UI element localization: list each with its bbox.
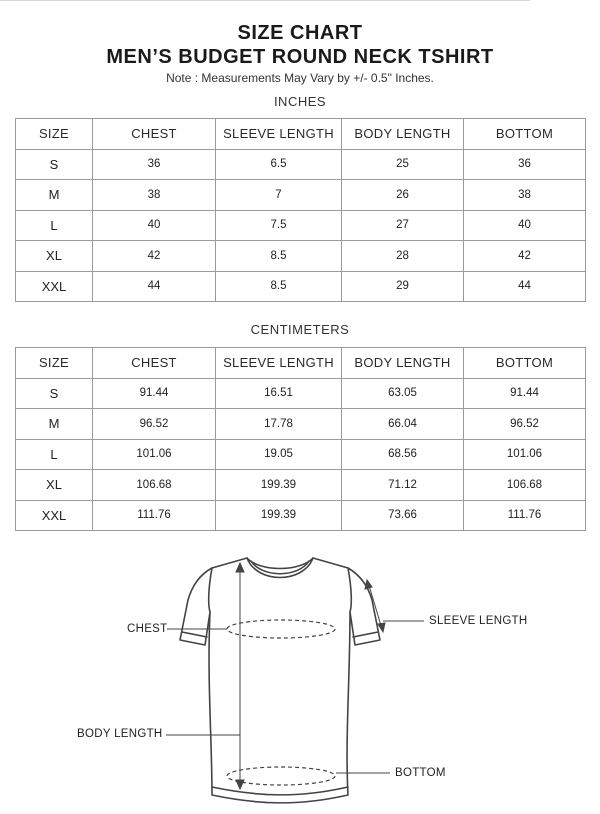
- table-cell: 106.68: [464, 470, 586, 501]
- table-cell: 66.04: [342, 409, 464, 440]
- column-header: SIZE: [16, 119, 93, 150]
- table-cell: 42: [464, 241, 586, 272]
- table-row: [16, 271, 586, 302]
- column-header: BOTTOM: [464, 348, 586, 379]
- table-cell: 44: [93, 271, 216, 302]
- table-row: [16, 409, 586, 440]
- page-title: SIZE CHART: [237, 22, 363, 44]
- table-cell: 68.56: [342, 439, 464, 470]
- table-cell: 40: [93, 210, 216, 241]
- table-cell: 199.39: [216, 500, 342, 531]
- column-header: SLEEVE LENGTH: [216, 348, 342, 379]
- table-cell: 101.06: [464, 439, 586, 470]
- column-header: SIZE: [16, 348, 93, 379]
- size-cell: S: [16, 149, 93, 180]
- size-cell: M: [16, 180, 93, 211]
- table-cell: 8.5: [216, 241, 342, 272]
- column-header: BOTTOM: [464, 119, 586, 150]
- table-header-row: [16, 348, 586, 379]
- column-header: SLEEVE LENGTH: [216, 119, 342, 150]
- table-cell: 44: [464, 271, 586, 302]
- column-header: BODY LENGTH: [342, 348, 464, 379]
- body-length-arrow: [236, 563, 244, 789]
- table-row: [16, 180, 586, 211]
- table-cell: 199.39: [216, 470, 342, 501]
- table-cell: 71.12: [342, 470, 464, 501]
- table-cell: 25: [342, 149, 464, 180]
- table-cell: 63.05: [342, 378, 464, 409]
- size-cell: XL: [16, 241, 93, 272]
- column-header: BODY LENGTH: [342, 119, 464, 150]
- centimeters-table: [15, 347, 586, 531]
- column-header: CHEST: [93, 348, 216, 379]
- size-cell: M: [16, 409, 93, 440]
- sleeve-length-label: SLEEVE LENGTH: [429, 615, 528, 627]
- table-row: [16, 378, 586, 409]
- table-cell: 91.44: [464, 378, 586, 409]
- size-cell: S: [16, 378, 93, 409]
- table-cell: 96.52: [93, 409, 216, 440]
- table-cell: 19.05: [216, 439, 342, 470]
- size-cell: XXL: [16, 500, 93, 531]
- inches-heading: INCHES: [273, 94, 327, 109]
- table-header-row: [16, 119, 586, 150]
- table-cell: 36: [93, 149, 216, 180]
- table-cell: 8.5: [216, 271, 342, 302]
- table-row: [16, 210, 586, 241]
- table-cell: 16.51: [216, 378, 342, 409]
- table-cell: 17.78: [216, 409, 342, 440]
- column-header: CHEST: [93, 119, 216, 150]
- body-length-label: BODY LENGTH: [77, 728, 163, 740]
- table-cell: 27: [342, 210, 464, 241]
- table-cell: 29: [342, 271, 464, 302]
- table-cell: 26: [342, 180, 464, 211]
- table-row: [16, 241, 586, 272]
- tshirt-diagram: [0, 540, 600, 814]
- chest-measure-ellipse: [227, 620, 335, 638]
- size-cell: L: [16, 210, 93, 241]
- table-cell: 36: [464, 149, 586, 180]
- table-cell: 111.76: [464, 500, 586, 531]
- table-cell: 6.5: [216, 149, 342, 180]
- table-cell: 38: [93, 180, 216, 211]
- bottom-label: BOTTOM: [395, 767, 446, 779]
- table-cell: 111.76: [93, 500, 216, 531]
- table-row: [16, 439, 586, 470]
- table-cell: 28: [342, 241, 464, 272]
- chest-label: CHEST: [127, 623, 168, 635]
- top-divider: [0, 0, 530, 1]
- centimeters-heading: CENTIMETERS: [250, 322, 350, 337]
- measurement-note: Note : Measurements May Vary by +/- 0.5" Inches.: [166, 71, 434, 85]
- table-cell: 101.06: [93, 439, 216, 470]
- table-cell: 7: [216, 180, 342, 211]
- table-row: [16, 149, 586, 180]
- table-cell: 73.66: [342, 500, 464, 531]
- table-cell: 42: [93, 241, 216, 272]
- inches-table: [15, 118, 586, 302]
- table-cell: 91.44: [93, 378, 216, 409]
- tshirt-outline: [180, 558, 380, 803]
- table-cell: 96.52: [464, 409, 586, 440]
- table-cell: 40: [464, 210, 586, 241]
- table-cell: 7.5: [216, 210, 342, 241]
- sleeve-length-arrow: [365, 580, 385, 632]
- table-row: [16, 500, 586, 531]
- size-cell: XL: [16, 470, 93, 501]
- size-cell: L: [16, 439, 93, 470]
- table-cell: 106.68: [93, 470, 216, 501]
- size-cell: XXL: [16, 271, 93, 302]
- table-cell: 38: [464, 180, 586, 211]
- page-subtitle: MEN’S BUDGET ROUND NECK TSHIRT: [106, 46, 494, 68]
- table-row: [16, 470, 586, 501]
